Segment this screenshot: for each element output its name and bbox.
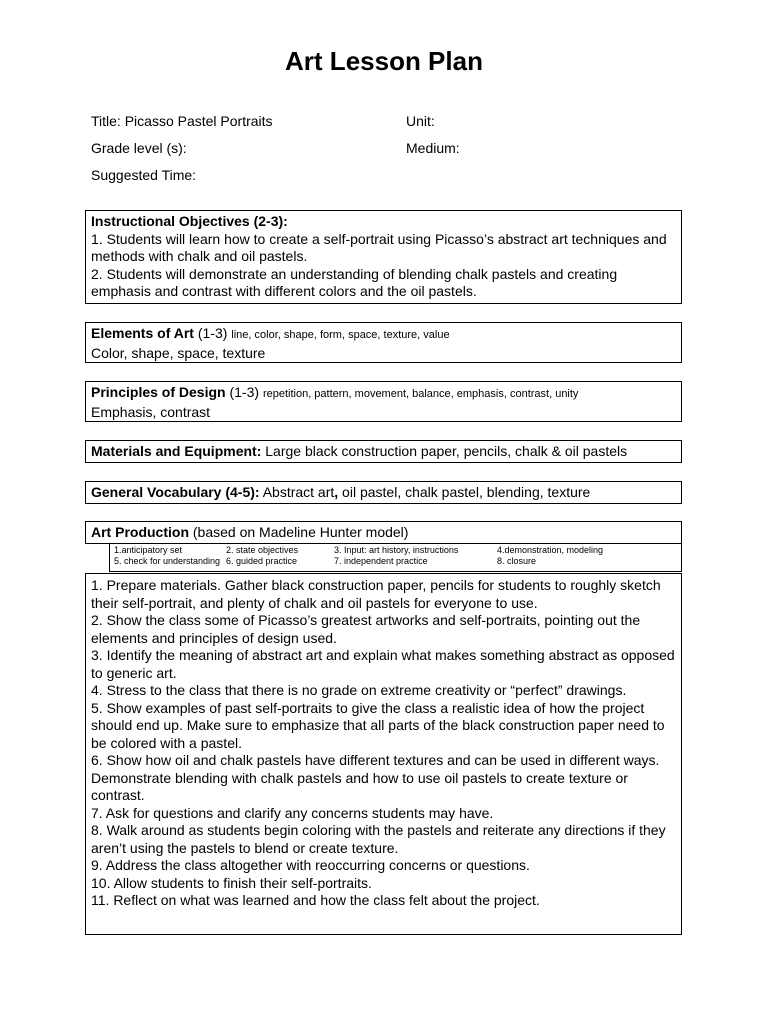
vocabulary-separator: , (334, 484, 339, 500)
procedure-step: 3. Identify the meaning of abstract art and explain what makes something abstract as opposed to generic art. (91, 647, 675, 681)
lesson-title: Title: Picasso Pastel Portraits (91, 113, 273, 129)
hunter-model-steps (109, 544, 682, 572)
elements-heading: Elements of Art (91, 325, 194, 341)
model-step: 4.demonstration, modeling (497, 545, 604, 555)
model-step: 6. guided practice (226, 556, 298, 566)
elements-box (85, 322, 682, 363)
elements-list: line, color, shape, form, space, texture, value (231, 329, 450, 341)
model-step: 5. check for understanding (114, 556, 221, 566)
page-title: Art Lesson Plan (285, 46, 483, 76)
procedure-step: 4. Stress to the class that there is no grade on extreme creativity or “perfect” drawings. (91, 682, 627, 698)
vocabulary-heading: General Vocabulary (4-5): (91, 484, 260, 500)
grade-level-label: Grade level (s): (91, 140, 187, 156)
principles-heading: Principles of Design (91, 384, 226, 400)
procedure-step: 5. Show examples of past self-portraits to give the class a realistic idea of how the project should end up. Make sure to emphasize that all parts of the black construction paper need to be colored with a pastel. (91, 699, 665, 751)
procedure-step: 6. Show how oil and chalk pastels have different textures and can be used in different ways. Demonstrate blending with chalk pastels and how to use oil pastels to create texture or contrast. (91, 752, 660, 803)
procedure-step: 10. Allow students to finish their self-portraits. (91, 874, 372, 891)
model-step: 7. independent practice (334, 556, 428, 566)
principles-value: Emphasis, contrast (91, 403, 211, 420)
objective-item: 1. Students will learn how to create a self-portrait using Picasso’s abstract art techniques and methods with chalk and oil pastels. (91, 230, 667, 264)
production-header-box (85, 521, 682, 544)
objectives-heading: Instructional Objectives (2-3): (91, 213, 288, 229)
objective-item: 2. Students will demonstrate an understanding of blending chalk pastels and creating emphasis and contrast with different colors and the oil pastels. (91, 265, 618, 299)
principles-count: (1-3) (225, 384, 263, 400)
production-steps-box (85, 573, 682, 935)
elements-count: (1-3) (193, 325, 232, 341)
model-step: 2. state objectives (226, 545, 299, 555)
materials-heading: Materials and Equipment: (91, 443, 262, 459)
medium-label: Medium: (406, 140, 460, 156)
procedure-step: 7. Ask for questions and clarify any concerns students may have. (91, 804, 494, 821)
production-heading: Art Production (91, 524, 189, 540)
model-step: 1.anticipatory set (114, 545, 183, 555)
vocabulary-box (85, 481, 682, 504)
vocabulary-value-rest: oil pastel, chalk pastel, blending, texture (338, 484, 591, 500)
production-note: (based on Madeline Hunter model) (189, 524, 409, 540)
suggested-time-label: Suggested Time: (91, 167, 197, 183)
procedure-step: 9. Address the class altogether with reoccurring concerns or questions. (91, 857, 530, 873)
procedure-step: 2. Show the class some of Picasso’s greatest artworks and self-portraits, pointing out the elements and principles of design used. (91, 612, 641, 646)
model-step: 8. closure (497, 556, 537, 566)
principles-box (85, 381, 682, 422)
principles-list: repetition, pattern, movement, balance, emphasis, contrast, unity (262, 388, 579, 400)
model-step: 3. Input: art history, instructions (334, 545, 459, 555)
materials-value: Large black construction paper, pencils, chalk & oil pastels (261, 443, 628, 459)
vocabulary-value: Abstract art (259, 484, 335, 500)
unit-label: Unit: (406, 113, 435, 129)
procedure-step: 8. Walk around as students begin coloring with the pastels and reiterate any directions if they aren’t using the pastels to blend or create texture. (91, 822, 666, 856)
procedure-step: 11. Reflect on what was learned and how the class felt about the project. (91, 892, 540, 908)
elements-value: Color, shape, space, texture (91, 344, 266, 361)
materials-box (85, 440, 682, 463)
objectives-box (85, 210, 682, 304)
procedure-step: 1. Prepare materials. Gather black construction paper, pencils for students to roughly sketch their self-portrait, and plenty of chalk and oil pastels for everyone to use. (91, 577, 661, 611)
